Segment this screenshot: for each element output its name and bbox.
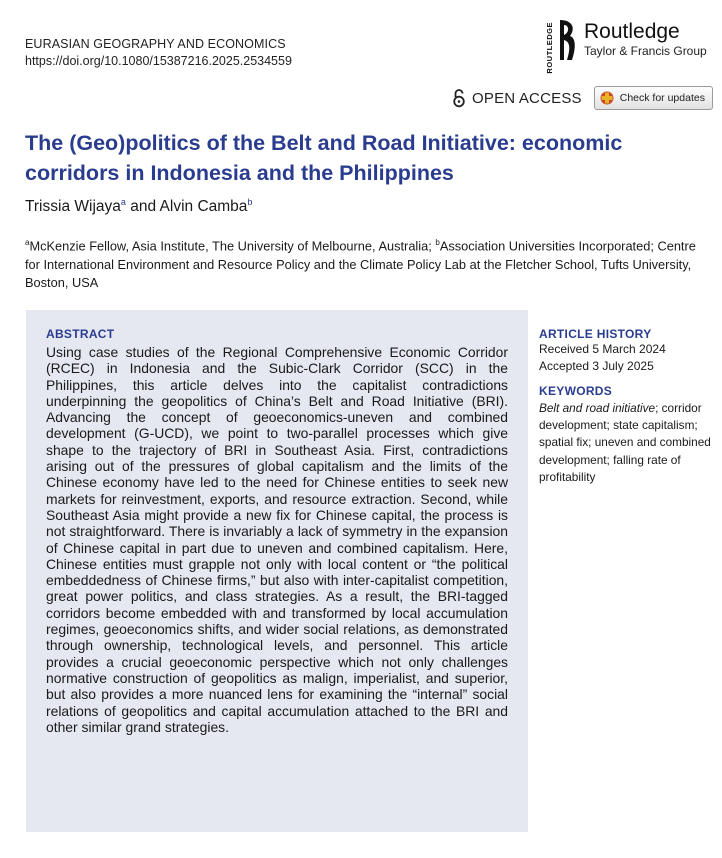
keywords-list: [539, 400, 714, 486]
access-row: [452, 86, 713, 110]
publisher-name: Routledge: [584, 20, 680, 43]
doi-link[interactable]: https://doi.org/10.1080/15387216.2025.2534559: [25, 54, 292, 68]
article-sidebar: [539, 327, 714, 486]
check-for-updates-label: Check for updates: [619, 92, 705, 104]
author-list: [25, 197, 252, 216]
keywords-heading: KEYWORDS: [539, 384, 613, 398]
crossmark-icon: [600, 91, 614, 105]
journal-name: EURASIAN GEOGRAPHY AND ECONOMICS: [25, 37, 286, 51]
affiliation-mark: a: [120, 197, 126, 207]
author-name[interactable]: Trissia Wijaya: [25, 198, 121, 216]
author-name[interactable]: Alvin Camba: [159, 198, 248, 216]
routledge-logo-icon: [556, 18, 578, 62]
keyword-first: Belt and road initiative: [539, 401, 656, 415]
journal-header: [25, 36, 292, 70]
author-joiner: and: [130, 198, 157, 216]
publisher-group: Taylor & Francis Group: [584, 44, 707, 58]
affiliation-mark: b: [435, 238, 440, 247]
abstract-heading: ABSTRACT: [46, 327, 115, 341]
keywords-rest: ; corridor development; state capitalism; spatial fix; uneven and combined development; falling rate of profitability: [539, 401, 711, 484]
affiliation-mark: b: [247, 197, 253, 207]
affiliation-text: McKenzie Fellow, Asia Institute, The University of Melbourne, Australia;: [29, 238, 436, 254]
abstract-text: Using case studies of the Regional Comprehensive Economic Corridor (RCEC) in Indonesia and the Subic-Clark Corridor (SCC) in the Philippines, this article delves into the capitalist contradictions underpinning the geopolitics of China’s Belt and Road Initiative (BRI). Advancing the concept of geoeconomics-uneven and combined development (G-UCD), we point to two-parallel processes which give shape to the trajectory of BRI in Southeast Asia. First, contradictions arising out of the pressures of global capitalism and the limits of the Chinese economy have led to the need for Chinese entities to seek new markets for reinvestment, exports, and resource extraction. Second, while Southeast Asia might provide a new fix for Chinese capital, the process is not straightforward. There is invariably a lack of symmetry in the expansion of Chinese capital in part due to uneven and combined capitalism. Here, Chinese entities must grapple not only with local content or “the political embeddedness of Chinese firms,” but also with inter-capitalist competition, great power politics, and class strategies. As a result, the BRI-tagged corridors become embedded with and transformed by local accumulation regimes, geoeconomics shifts, and wider social relations, as demonstrated through ownership, technological levels, and personnel. This article provides a crucial geoeconomic perspective which not only challenges normative construction of geopolitics as malign, imperialist, and superior, but also provides a more nuanced lens for examining the “internal” social relations of geopolitics and capital accumulation attached to the BRI and other similar grand strategies.: [46, 344, 508, 735]
publisher-logo[interactable]: [545, 18, 707, 74]
affiliation-text: Association Universities Incorporated; Centre for International Environment and Resource Policy and the Climate Policy Lab at the Fletcher School, Tufts University, Boston, USA: [25, 238, 696, 291]
open-lock-icon: [452, 88, 466, 108]
affiliation-mark: a: [25, 238, 30, 247]
article-history-heading: ARTICLE HISTORY: [539, 327, 652, 341]
publisher-vertical-label: ROUTLEDGE: [545, 22, 554, 74]
affiliations: [25, 234, 703, 293]
received-date: Received 5 March 2024: [539, 342, 666, 356]
accepted-date: Accepted 3 July 2025: [539, 359, 654, 373]
check-for-updates-button[interactable]: [594, 86, 713, 110]
article-title: The (Geo)politics of the Belt and Road Initiative: economic corridors in Indonesia and the Philippines: [25, 131, 623, 185]
open-access-label: OPEN ACCESS: [472, 89, 582, 107]
